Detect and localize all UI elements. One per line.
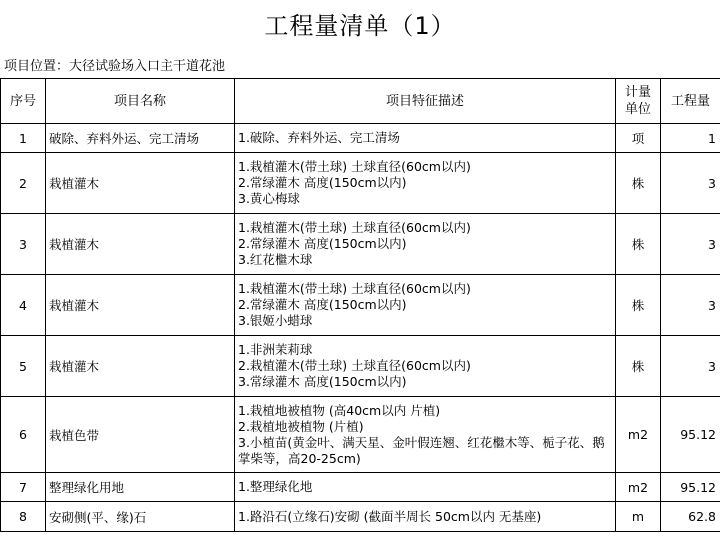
desc-line: 3.红花檵木球 xyxy=(238,252,313,267)
desc-line: 1.整理绿化地 xyxy=(238,479,313,494)
cell-qty: 95.12 xyxy=(661,473,720,502)
desc-line: 1.栽植灌木(带土球) 土球直径(60cm以内) xyxy=(238,281,471,296)
table-body xyxy=(1,124,720,532)
cell-unit: 株 xyxy=(616,214,661,275)
table-row xyxy=(1,473,720,502)
desc-line: 1.栽植灌木(带土球) 土球直径(60cm以内) xyxy=(238,159,471,174)
cell-name: 安砌侧(平、缘)石 xyxy=(46,502,235,532)
cell-desc xyxy=(235,275,616,336)
header-name: 项目名称 xyxy=(46,79,235,124)
cell-qty: 62.8 xyxy=(661,502,720,532)
cell-name: 栽植色带 xyxy=(46,397,235,473)
cell-unit: 株 xyxy=(616,336,661,397)
table-row xyxy=(1,153,720,214)
desc-line: 2.栽植地被植物 (片植) xyxy=(238,418,364,434)
cell-name: 破除、弃料外运、完工清场 xyxy=(46,124,235,153)
cell-name: 整理绿化用地 xyxy=(46,473,235,502)
cell-no: 4 xyxy=(1,275,46,336)
cell-desc xyxy=(235,397,616,473)
cell-no: 8 xyxy=(1,502,46,532)
cell-name: 栽植灌木 xyxy=(46,153,235,214)
cell-qty: 3 xyxy=(661,214,720,275)
desc-line: 3.黄心梅球 xyxy=(238,191,300,206)
cell-no: 7 xyxy=(1,473,46,502)
cell-no: 3 xyxy=(1,214,46,275)
cell-unit: m2 xyxy=(616,473,661,502)
header-no: 序号 xyxy=(1,79,46,124)
cell-qty: 1 xyxy=(661,124,720,153)
cell-qty: 95.12 xyxy=(661,397,720,473)
cell-desc xyxy=(235,124,616,153)
bill-of-quantities-table xyxy=(0,78,720,532)
desc-line: 2.栽植灌木(带土球) 土球直径(60cm以内) xyxy=(238,358,471,373)
project-location: 项目位置：大径试验场入口主干道花池 xyxy=(4,59,226,74)
desc-line: 1.路沿石(立缘石)安砌 (截面半周长 50cm以内 无基座) xyxy=(238,508,542,524)
header-desc: 项目特征描述 xyxy=(235,79,616,124)
cell-name: 栽植灌木 xyxy=(46,336,235,397)
desc-line: 2.常绿灌木 高度(150cm以内) xyxy=(238,175,407,190)
table-row xyxy=(1,275,720,336)
cell-desc xyxy=(235,214,616,275)
header-row xyxy=(1,79,720,124)
page-title: 工程量清单（1） xyxy=(264,12,456,40)
cell-qty: 3 xyxy=(661,153,720,214)
table-row xyxy=(1,502,720,532)
cell-desc xyxy=(235,502,616,532)
cell-name: 栽植灌木 xyxy=(46,275,235,336)
cell-desc xyxy=(235,336,616,397)
desc-line: 3.银姬小蜡球 xyxy=(238,313,313,328)
cell-desc xyxy=(235,473,616,502)
desc-line: 3.常绿灌木 高度(150cm以内) xyxy=(238,374,407,389)
desc-line: 1.破除、弃料外运、完工清场 xyxy=(238,130,400,145)
desc-line: 1.栽植灌木(带土球) 土球直径(60cm以内) xyxy=(238,220,471,235)
desc-line: 1.栽植地被植物 (高40cm以内 片植) xyxy=(238,402,441,418)
cell-name: 栽植灌木 xyxy=(46,214,235,275)
header-qty: 工程量 xyxy=(661,79,720,124)
cell-unit: m xyxy=(616,502,661,532)
cell-unit: 株 xyxy=(616,275,661,336)
cell-unit: m2 xyxy=(616,397,661,473)
cell-unit: 株 xyxy=(616,153,661,214)
cell-no: 6 xyxy=(1,397,46,473)
header-unit-text: 计量单位 xyxy=(625,85,652,117)
table-row xyxy=(1,124,720,153)
cell-desc xyxy=(235,153,616,214)
desc-line: 2.常绿灌木 高度(150cm以内) xyxy=(238,297,407,312)
desc-line: 1.非洲茉莉球 xyxy=(238,342,313,357)
header-unit xyxy=(616,79,661,124)
cell-qty: 3 xyxy=(661,275,720,336)
cell-unit: 项 xyxy=(616,124,661,153)
desc-line: 3.小植苗(黄金叶、满天星、金叶假连翘、红花檵木等、栀子花、鹅掌柴等，高20-25cm) xyxy=(238,434,605,466)
cell-no: 5 xyxy=(1,336,46,397)
table-row xyxy=(1,397,720,473)
cell-no: 2 xyxy=(1,153,46,214)
table-row xyxy=(1,214,720,275)
cell-qty: 3 xyxy=(661,336,720,397)
desc-line: 2.常绿灌木 高度(150cm以内) xyxy=(238,236,407,251)
cell-no: 1 xyxy=(1,124,46,153)
table-row xyxy=(1,336,720,397)
